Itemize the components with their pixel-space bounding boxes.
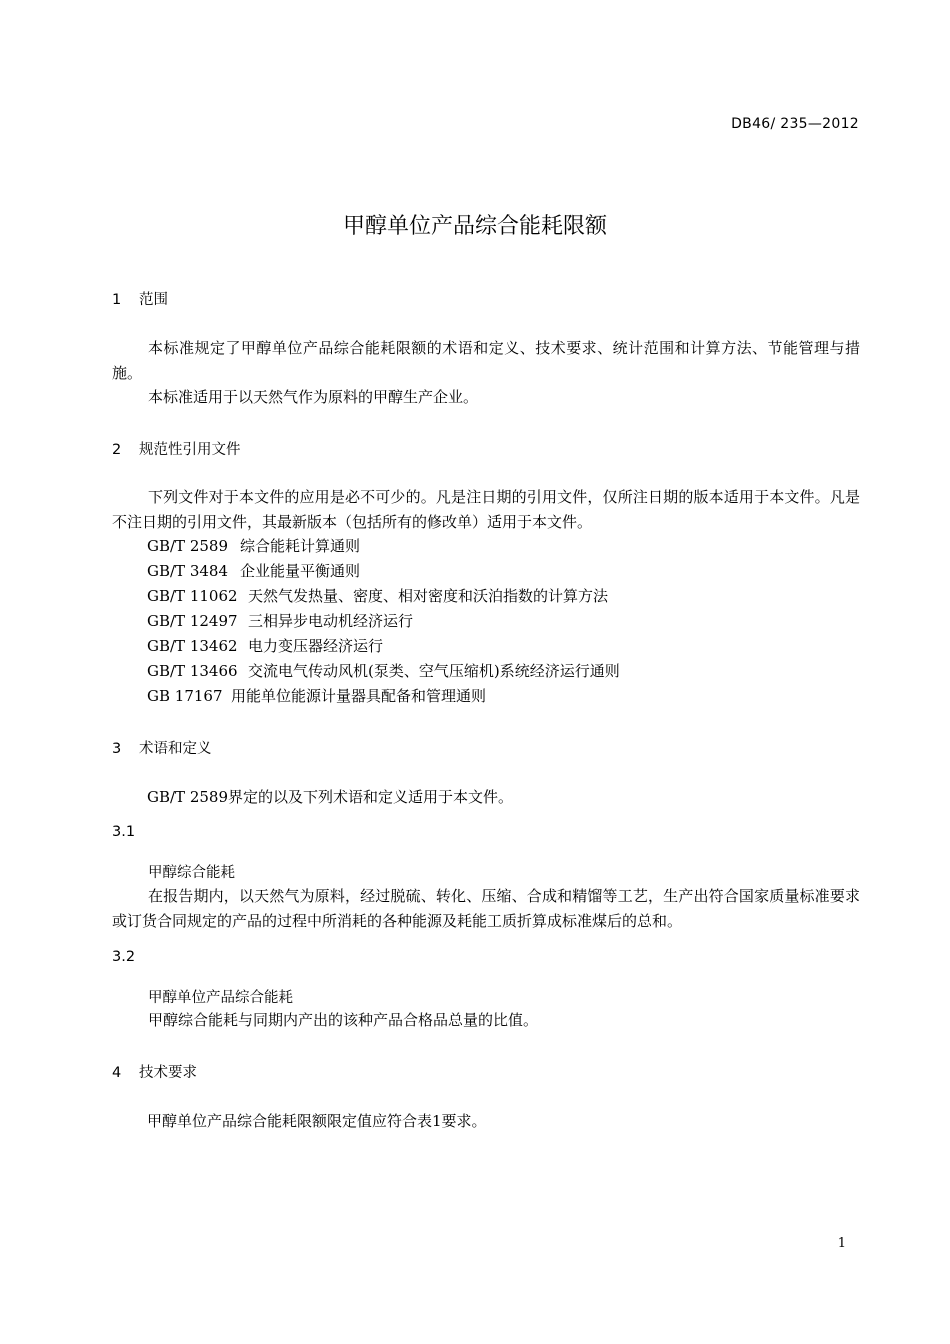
reference-item	[147, 535, 360, 556]
reference-title: 天然气发热量、密度、相对密度和沃泊指数的计算方法	[248, 587, 609, 605]
reference-title: 电力变压器经济运行	[248, 637, 384, 655]
section-1-paragraph-1: 本标准规定了甲醇单位产品综合能耗限额的术语和定义、技术要求、统计范围和计算方法、节能管理与措施。	[112, 339, 860, 382]
section-2-intro: 下列文件对于本文件的应用是必不可少的。凡是注日期的引用文件，仅所注日期的版本适用于本文件。凡是不注日期的引用文件，其最新版本（包括所有的修改单）适用于本文件。	[112, 488, 860, 531]
reference-item	[147, 635, 383, 656]
section-2-heading	[112, 438, 241, 459]
reference-item	[147, 585, 608, 606]
reference-code: GB/T 3484	[147, 562, 229, 580]
section-title: 技术要求	[139, 1065, 197, 1081]
section-1-heading	[112, 288, 168, 309]
reference-code: GB/T 13462	[147, 637, 238, 655]
reference-code: GB/T 12497	[147, 612, 238, 630]
term-heading: 甲醇单位产品综合能耗	[148, 990, 293, 1006]
section-4-heading	[112, 1061, 197, 1082]
section-3-heading	[112, 737, 212, 758]
clause-number: 3.2	[112, 949, 136, 965]
reference-code: GB/T 13466	[147, 662, 238, 680]
section-number: 3	[112, 741, 122, 757]
term-definition: 在报告期内，以天然气为原料，经过脱硫、转化、压缩、合成和精馏等工艺，生产出符合国家质量标准要求或订货合同规定的产品的过程中所消耗的各种能源及耗能工质折算成标准煤后的总和。	[112, 887, 860, 930]
reference-item	[147, 610, 413, 631]
reference-code: GB 17167	[147, 687, 223, 705]
reference-title: 用能单位能源计量器具配备和管理通则	[231, 687, 487, 705]
section-4-text: 甲醇单位产品综合能耗限额限定值应符合表1要求。	[147, 1112, 487, 1130]
document-title: 甲醇单位产品综合能耗限额	[342, 214, 607, 239]
section-title: 范围	[139, 292, 168, 308]
reference-item	[147, 660, 620, 681]
section-3-intro: GB/T 2589界定的以及下列术语和定义适用于本文件。	[147, 788, 514, 806]
term-heading: 甲醇综合能耗	[148, 865, 235, 881]
section-title: 术语和定义	[139, 741, 212, 757]
reference-item	[147, 560, 360, 581]
reference-title: 交流电气传动风机(泵类、空气压缩机)系统经济运行通则	[248, 662, 620, 680]
reference-title: 企业能量平衡通则	[240, 562, 361, 580]
reference-code: GB/T 11062	[147, 587, 238, 605]
reference-title: 三相异步电动机经济运行	[248, 612, 414, 630]
section-title: 规范性引用文件	[139, 442, 241, 458]
clause-number: 3.1	[112, 824, 136, 840]
document-number: DB46/ 235—2012	[731, 116, 859, 132]
section-1-paragraph-2: 本标准适用于以天然气作为原料的甲醇生产企业。	[148, 388, 479, 406]
term-definition: 甲醇综合能耗与同期内产出的该种产品合格品总量的比值。	[148, 1011, 539, 1029]
reference-item	[147, 685, 486, 706]
page-number: 1	[837, 1236, 846, 1251]
reference-title: 综合能耗计算通则	[240, 537, 361, 555]
section-number: 1	[112, 292, 122, 308]
reference-code: GB/T 2589	[147, 537, 229, 555]
section-number: 4	[112, 1065, 122, 1081]
section-number: 2	[112, 442, 122, 458]
